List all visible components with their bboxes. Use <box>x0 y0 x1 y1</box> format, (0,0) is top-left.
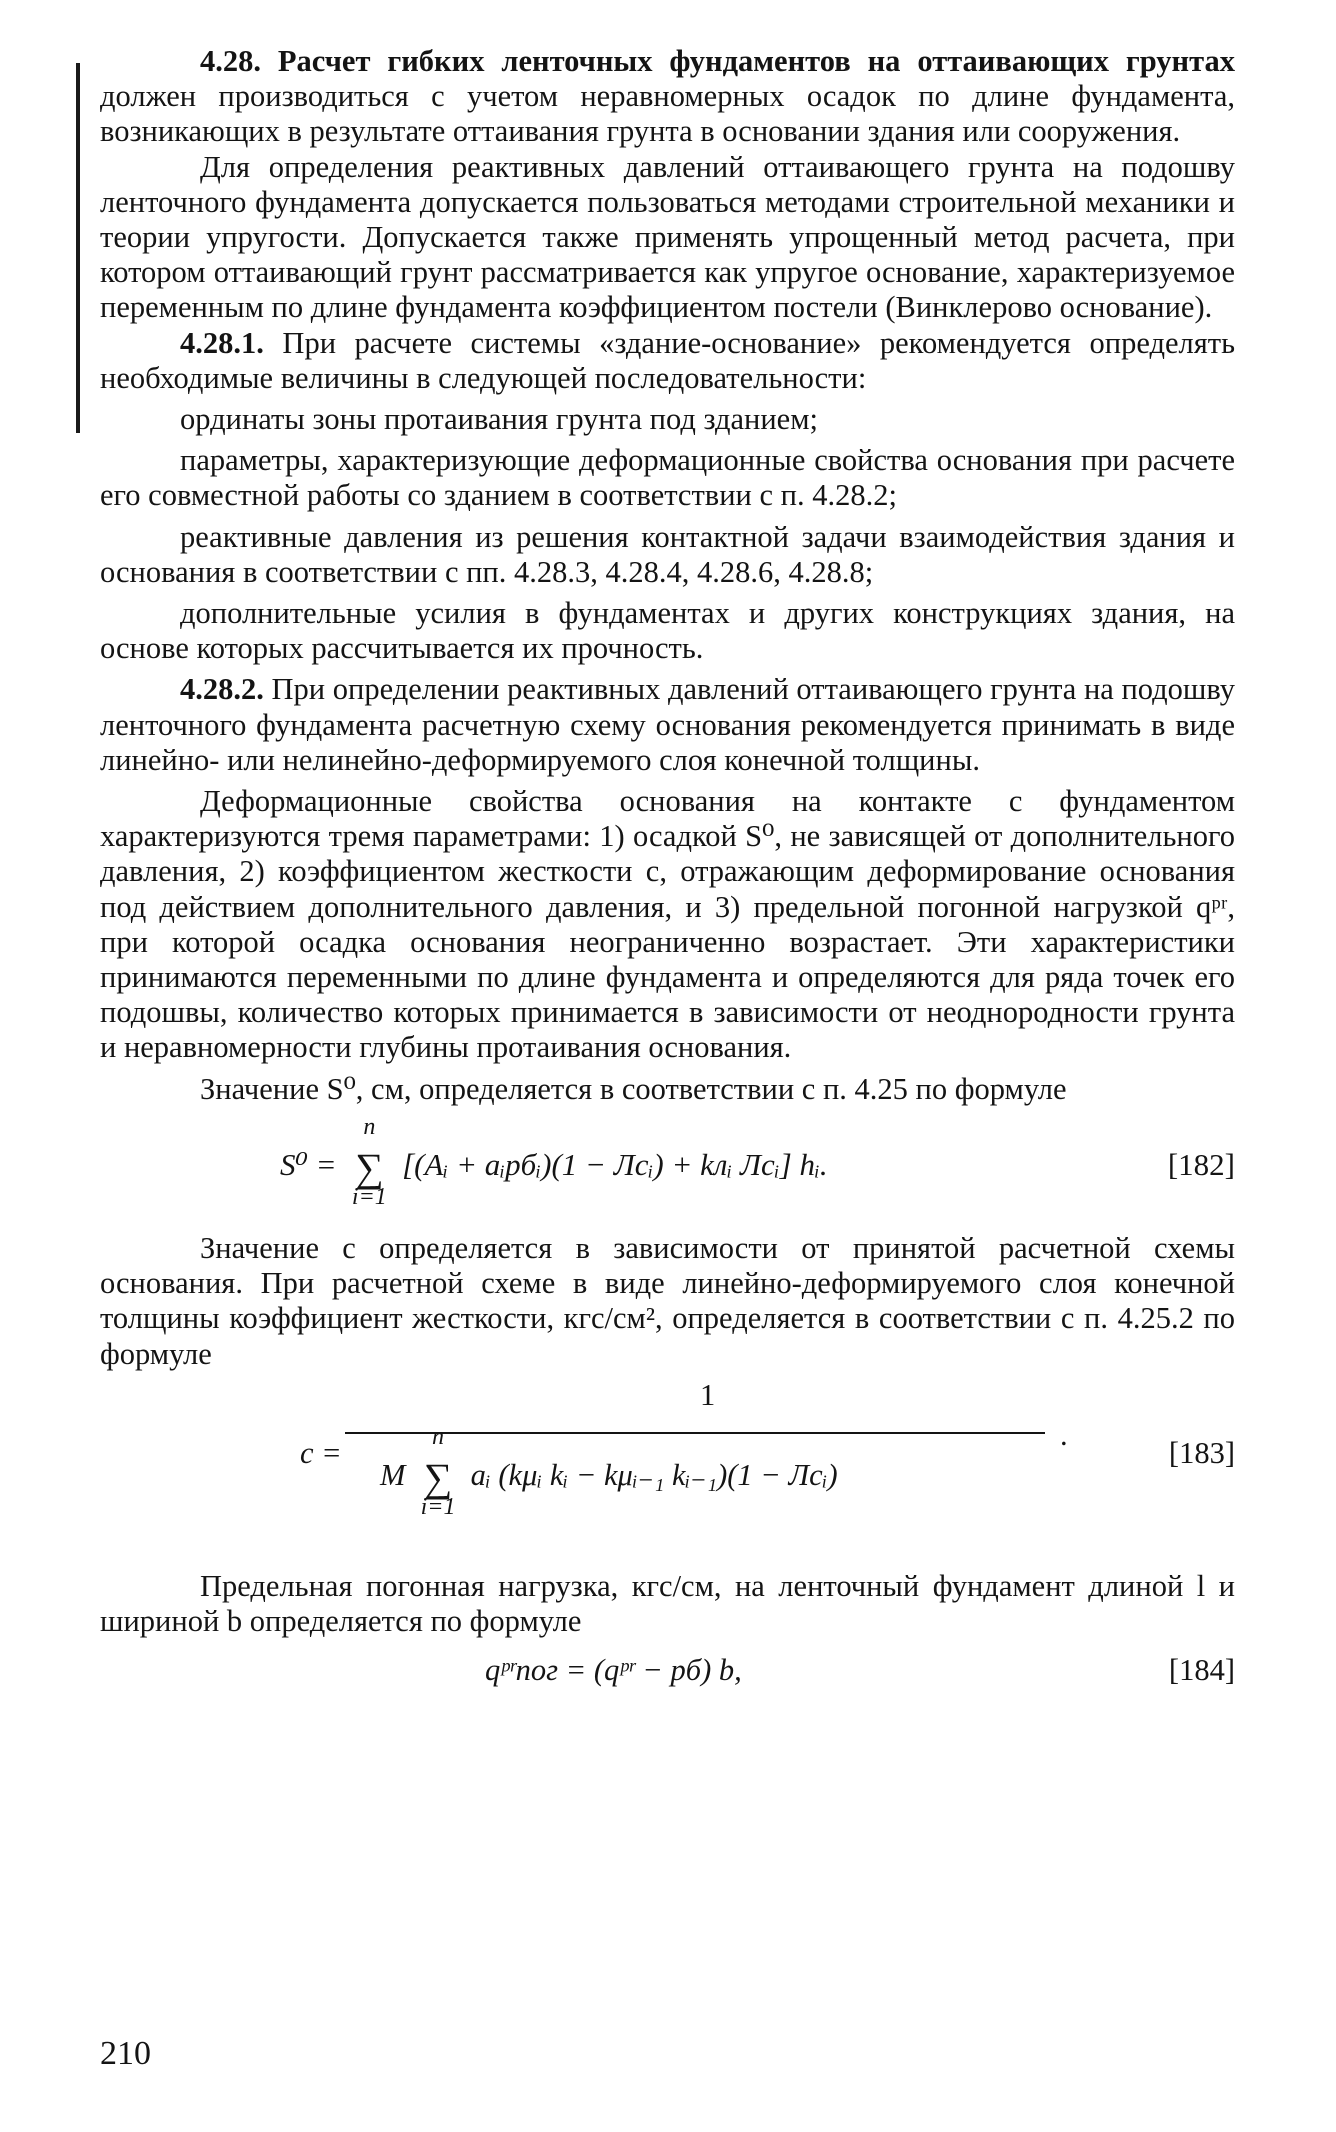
list-item: ординаты зоны протаивания грунта под зданием; <box>180 402 818 437</box>
summation-sign: ∑ n i=1 <box>413 1460 463 1495</box>
formula-183-dot: . <box>1060 1417 1068 1452</box>
paragraph-s0: Значение S⁰, см, определяется в соответствии с п. 4.25 по формуле <box>200 1071 1067 1106</box>
section-4-28-1-text: При расчете системы «здание-основание» рекомендуется определять необходимые величины в следующей последовательности: <box>100 325 1235 395</box>
sum-upper-limit: n <box>432 1424 445 1451</box>
section-4-28-text: должен производиться с учетом неравномерных осадок по длине фундамента, возникающих в результате оттаивания грунта в основании здания или сооружения. <box>100 79 1235 149</box>
section-number-4-28-1: 4.28.1. <box>180 325 264 360</box>
formula-number-182: [182] <box>1167 1146 1235 1182</box>
list-item: дополнительные усилия в фундаментах и других конструкциях здания, на основе которых рассчитывается их прочность. <box>100 596 1235 666</box>
section-heading-4-28: 4.28. Расчет гибких ленточных фундаментов на оттаивающих грунтах <box>200 44 1235 78</box>
paragraph-4-28 <box>100 44 1235 150</box>
formula-183-expression: aᵢ (kμᵢ kᵢ − kμᵢ₋₁ kᵢ₋₁)(1 − Лcᵢ) <box>463 1457 838 1492</box>
formula-number-184: [184] <box>1168 1653 1235 1688</box>
formula-184 <box>100 1645 1235 1705</box>
paragraph-deformation: Деформационные свойства основания на контакте с фундаментом характеризуются тремя параметрами: 1) осадкой S⁰, не зависящей от дополнительного давления, 2) коэффициентом жесткости c, отражающим деформирование основания под действием дополнительного давления, и 3) предельной погонной нагрузкой qᵖʳ, при которой осадка основания неограниченно возрастает. Эти характеристики принимаются переменными по длине фундамента и определяются для ряда точек его подошвы, количество которых принимается в зависимости от неоднородности грунта и неравномерности глубины протаивания основания. <box>100 784 1235 1065</box>
formula-183-numerator: 1 <box>700 1377 716 1412</box>
change-bar <box>76 63 80 433</box>
sum-lower-limit: i=1 <box>420 1494 456 1521</box>
list-item: реактивные давления из решения контактной задачи взаимодействия здания и основания в соответствии с пп. 4.28.3, 4.28.4, 4.28.6, 4.28.8; <box>100 519 1235 589</box>
formula-183-lhs: c = <box>300 1435 342 1470</box>
formula-184-body: qᵖʳпог = (qᵖʳ − pб) b, <box>485 1653 742 1688</box>
formula-182-expression: [(Aᵢ + aᵢpбᵢ)(1 − Лcᵢ) + kлᵢ Лcᵢ] hᵢ. <box>394 1146 828 1182</box>
paragraph-reactive-pressure: Для определения реактивных давлений оттаивающего грунта на подошву ленточного фундамента допускается пользоваться методами строительной механики и теории упругости. Допускается также применять упрощенный метод расчета, при котором оттаивающий грунт рассматривается как упругое основание, характеризуемое переменным по длине фундамента коэффициентом постели (Винклерово основание). <box>100 149 1235 325</box>
paragraph-4-28-2 <box>100 672 1235 778</box>
formula-183-denominator <box>380 1424 838 1521</box>
paragraph-4-28-1 <box>100 326 1235 396</box>
formula-182-lhs: S⁰ = <box>280 1146 345 1182</box>
formula-183-m: M <box>380 1457 414 1492</box>
formula-183 <box>100 1378 1235 1553</box>
summation-sign: ∑ n i=1 <box>344 1150 394 1185</box>
page-text <box>100 44 1235 1705</box>
sum-lower-limit: i=1 <box>351 1184 387 1211</box>
formula-182 <box>100 1111 1235 1221</box>
formula-182-body <box>280 1114 828 1211</box>
paragraph-c: Значение c определяется в зависимости от принятой расчетной схемы основания. При расчетной схеме в виде линейно-деформируемого слоя конечной толщины коэффициент жесткости, кгс/см², определяется в соответствии с п. 4.25.2 по формуле <box>100 1230 1235 1371</box>
sum-upper-limit: n <box>363 1114 376 1141</box>
formula-number-183: [183] <box>1168 1435 1235 1470</box>
list-item: параметры, характеризующие деформационные свойства основания при расчете его совместной работы со зданием в соответствии с п. 4.28.2; <box>100 443 1235 513</box>
section-number-4-28-2: 4.28.2. <box>180 672 264 707</box>
section-4-28-2-text: При определении реактивных давлений оттаивающего грунта на подошву ленточного фундамента расчетную схему основания рекомендуется принимать в виде линейно- или нелинейно-деформируемого слоя конечной толщины. <box>100 672 1235 777</box>
paragraph-q: Предельная погонная нагрузка, кгс/см, на ленточный фундамент длиной l и шириной b определяется по формуле <box>100 1568 1235 1638</box>
page-number: 210 <box>100 2035 151 2072</box>
